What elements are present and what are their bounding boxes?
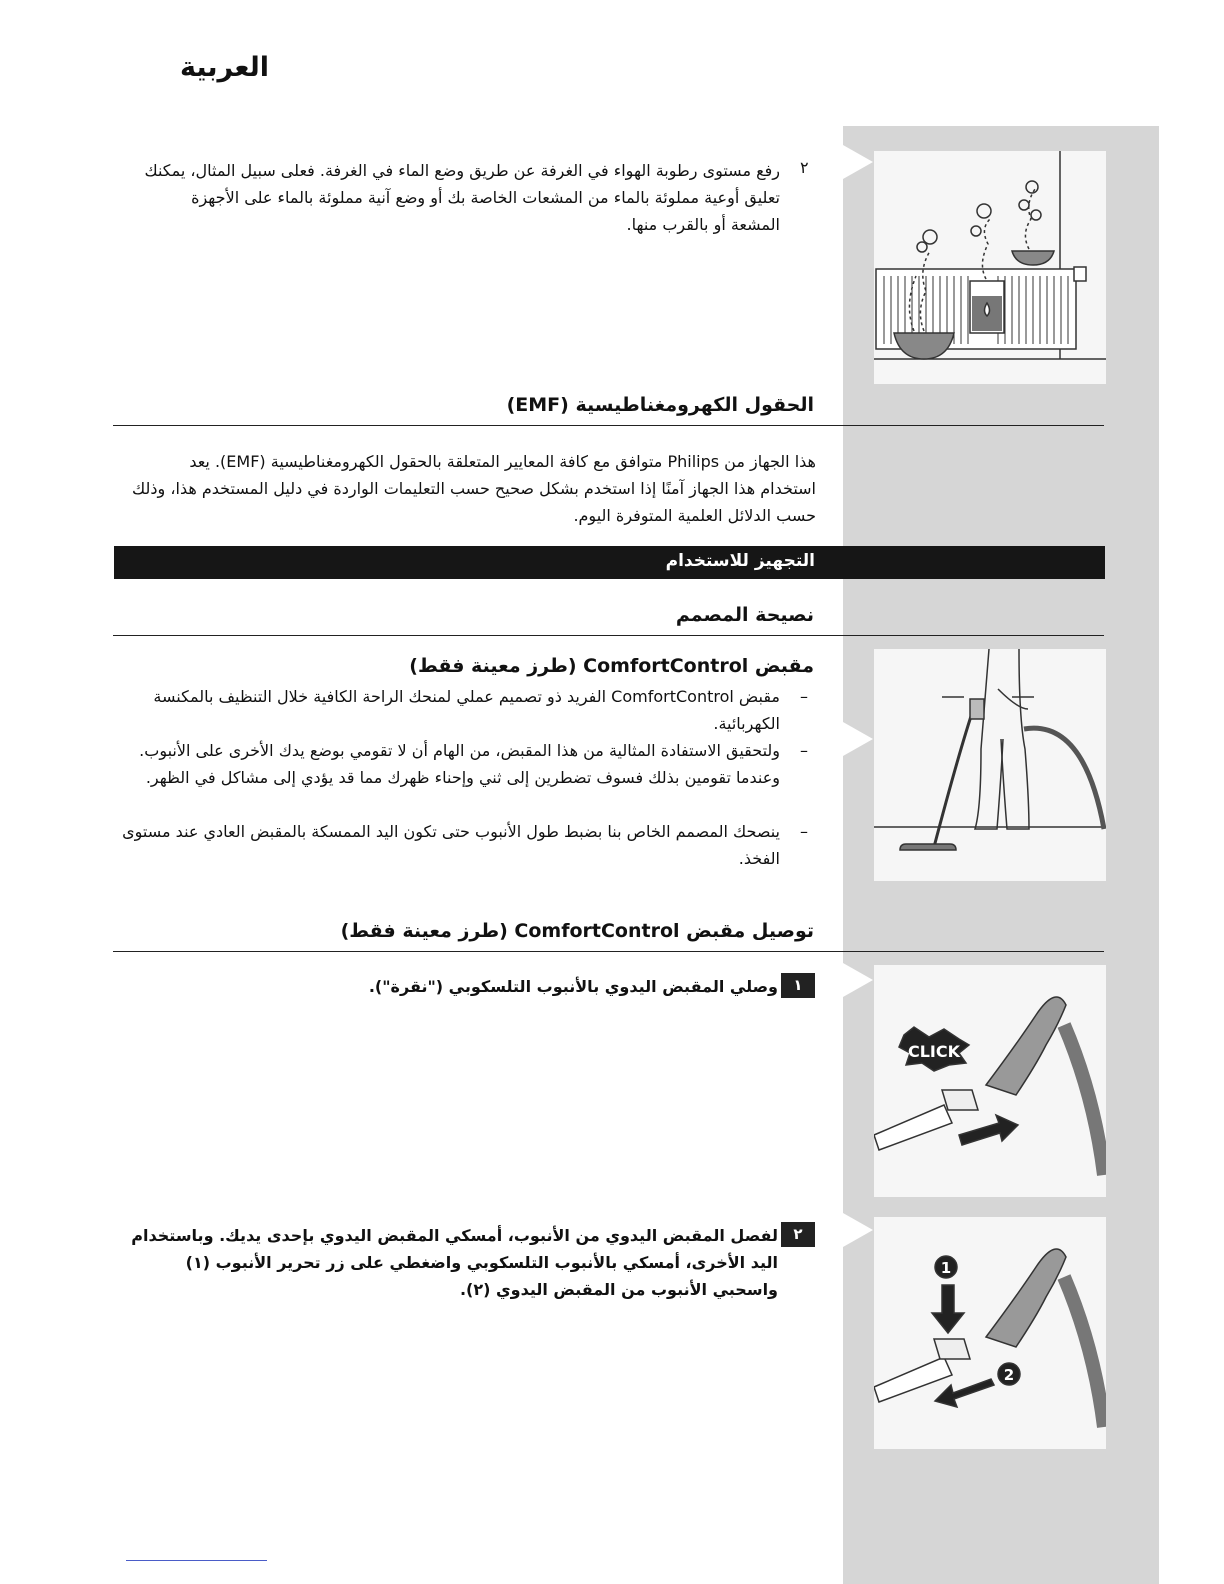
click-label: CLICK (907, 1042, 961, 1061)
release-handle-illustration (874, 1217, 1106, 1449)
marker-1: 1 (940, 1259, 952, 1277)
step-number-badge: ٢ (781, 1222, 815, 1247)
designer-tip-heading: نصيحة المصمم (675, 604, 814, 626)
divider (113, 635, 1104, 636)
tip-bullet-1: مقبض ComfortControl الفريد ذو تصميم عملي لمنحك الراحة الكافية خلال التنظيف بالمكنسة الكهربائية. (153, 687, 780, 733)
bullet-mark: – (800, 822, 808, 841)
humidity-paragraph: رفع مستوى رطوبة الهواء في الغرفة عن طريق وضع الماء في الغرفة. فعلى سبيل المثال، يمكنك تعليق أوعية مملوئة بالماء من المشعات الخاصة بك أو وضع آنية مملوئة بالماء على الأجهزة المشعة أو بالقرب منها. (144, 161, 780, 234)
connect-heading: توصيل مقبض ComfortControl (طرز معينة فقط) (340, 920, 814, 942)
radiator-humidity-illustration (874, 151, 1106, 384)
comfortcontrol-subheading: مقبض ComfortControl (طرز معينة فقط) (409, 655, 814, 677)
section-title-bar (114, 546, 1105, 579)
footer-rule (126, 1560, 267, 1561)
emf-paragraph: هذا الجهاز من Philips متوافق مع كافة المعايير المتعلقة بالحقول الكهرومغناطيسية (EMF). يعد استخدام هذا الجهاز آمنًا إذا استخدم بشكل صحيح حسب التعليمات الواردة في دليل المستخدم هذا، وذلك حسب الدلائل العلمية المتوفرة اليوم. (132, 452, 816, 525)
divider (113, 425, 1104, 426)
item-number: ٢ (800, 158, 809, 177)
bullet-mark: – (800, 741, 808, 760)
page-language-title: العربية (180, 52, 269, 83)
pointer-triangle (843, 963, 873, 997)
emf-heading: الحقول الكهرومغناطيسية (EMF) (506, 394, 814, 416)
marker-2: 2 (1003, 1366, 1015, 1384)
click-connect-illustration (874, 965, 1106, 1197)
step-1-text: وصلي المقبض اليدوي بالأنبوب التلسكوبي ("نقرة"). (368, 977, 778, 996)
tip-bullet-3: ينصحك المصمم الخاص بنا بضبط طول الأنبوب حتى تكون اليد الممسكة بالمقبض العادي عند مستوى الفخذ. (122, 822, 780, 868)
section-title: التجهيز للاستخدام (665, 551, 815, 571)
tip-bullet-2: ولتحقيق الاستفادة المثالية من هذا المقبض، من الهام أن لا تقومي بوضع يدك الأخرى على الأنبوب. وعندما تقومين بذلك فسوف تضطرين إلى ثني وإحناء ظهرك مما قد يؤدي إلى مشاكل في الظهر. (139, 741, 780, 787)
bullet-mark: – (800, 687, 808, 706)
pointer-triangle (843, 1213, 873, 1247)
person-vacuuming-illustration (874, 649, 1106, 881)
pointer-triangle (843, 722, 873, 756)
step-2-text: لفصل المقبض اليدوي من الأنبوب، أمسكي المقبض اليدوي بإحدى يديك. وباستخدام اليد الأخرى، أمسكي بالأنبوب التلسكوبي واضغطي على زر تحرير الأنبوب (١) واسحبي الأنبوب من المقبض اليدوي (٢). (131, 1226, 778, 1299)
pointer-triangle (843, 145, 873, 179)
step-number-badge: ١ (781, 973, 815, 998)
divider (113, 951, 1104, 952)
